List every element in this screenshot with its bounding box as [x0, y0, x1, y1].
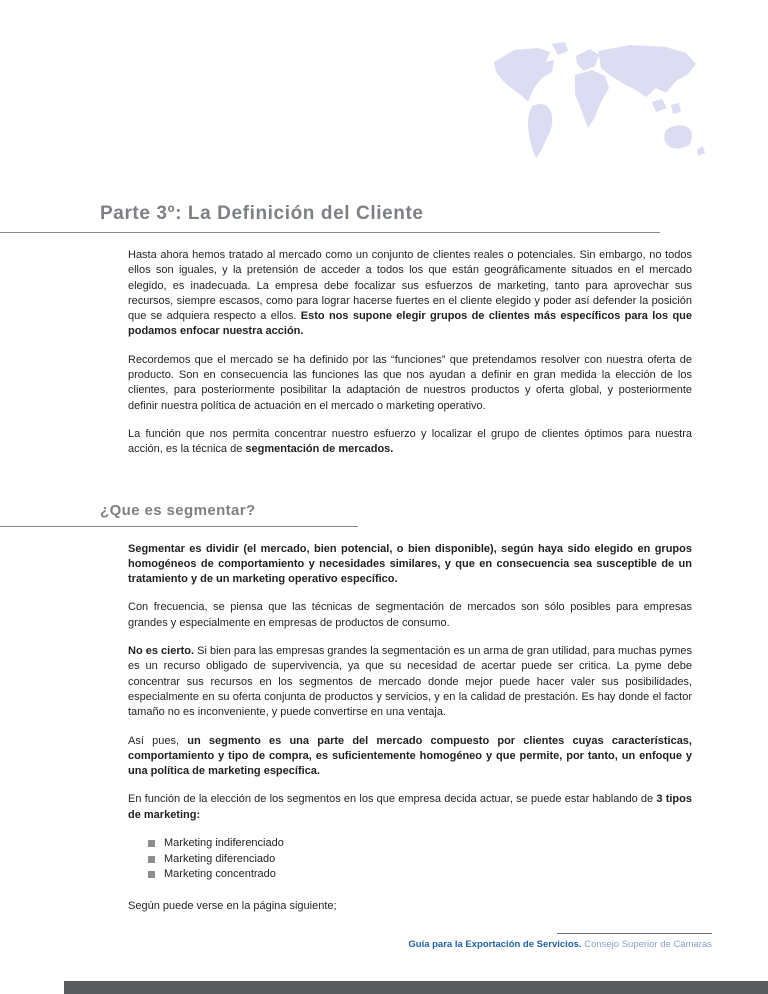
paragraph [128, 600, 692, 631]
paragraph-bold-text: un segmento es una parte del mercado compuesto por clientes cuyas características, comportamiento y tipo de compra, es suficientemente homogéneo y que permite, por tanto, un enfoque y una política de marketing específica. [128, 734, 692, 778]
section-divider [0, 232, 660, 233]
list-item-label: Marketing diferenciado [164, 852, 276, 865]
paragraph-text: Recordemos que el mercado se ha definido por las “funciones” que pretendamos resolver con nuestra oferta de producto. Son en consecuencia las funciones las que nos ayudan a definir en gran medida la elección de los clientes, para posteriormente posibilitar la adaptación de nuestros productos y oferta global, y posteriormente definir nuestra política de actuación en el mercado o marketing operativo. [128, 353, 692, 412]
list-item [148, 867, 692, 883]
page-title: Parte 3º: La Definición del Cliente [100, 203, 424, 224]
paragraph [128, 542, 692, 588]
list-item-label: Marketing concentrado [164, 868, 276, 881]
paragraph-text: Según puede verse en la página siguiente; [128, 899, 337, 912]
paragraph-bold-text: Segmentar es dividir (el mercado, bien potencial, o bien disponible), según haya sido elegido en grupos homogéneos de comportamiento y necesidades similares, y que en consecuencia sea susceptible de un tratamiento y de un marketing operativo específico. [128, 542, 692, 586]
segmentar-text-block [128, 542, 692, 914]
paragraph-text: En función de la elección de los segmentos en los que empresa decida actuar, se puede estar hablando de [128, 793, 657, 806]
paragraph [128, 427, 692, 458]
list-item [148, 852, 692, 868]
intro-text-block [128, 248, 692, 458]
paragraph [128, 734, 692, 780]
footer-guide-title: Guía para la Exportación de Servicios. [408, 939, 582, 950]
square-bullet-icon [148, 840, 155, 847]
paragraph [128, 248, 692, 340]
paragraph-text: La función que nos permita concentrar nuestro esfuerzo y localizar el grupo de clientes óptimos para nuestra acción, es la técnica de [128, 427, 692, 456]
page-content [0, 203, 768, 927]
paragraph [128, 353, 692, 414]
paragraph [128, 899, 692, 914]
list-item-label: Marketing indiferenciado [164, 837, 284, 850]
paragraph-text: Con frecuencia, se piensa que las técnicas de segmentación de mercados son sólo posibles para empresas grandes y especialmente en empresas de productos de consumo. [128, 601, 692, 629]
list-item [148, 836, 692, 852]
paragraph-text: Si bien para las empresas grandes la segmentación es un arma de gran utilidad, para muchas pymes es un recurso obligado de supervivencia, ya que su necesidad de acertar puede ser critica. La pyme debe concentrar sus recursos en los segmentos de mercado donde mejor puede hacer valer sus posibilidades, especialmente en su oferta conjunta de productos y servicios, y en la calidad de prestación. Es hay donde el factor tamaño no es inconveniente, y puede convertirse en una ventaja. [128, 645, 693, 719]
square-bullet-icon [148, 871, 155, 878]
paragraph-bold-text: No es cierto. [128, 645, 195, 658]
world-map-graphic [480, 40, 712, 172]
page-footer [408, 933, 712, 950]
paragraph-text: Hasta ahora hemos tratado al mercado como un conjunto de clientes reales o potenciales. Sin embargo, no todos ellos son iguales, y la pretensión de acceder a todos los que están geográficamente situados en el mercado elegido, es inadecuada. La empresa debe focalizar sus esfuerzos de marketing, tanto para aprovechar sus recursos, siempre escasos, como para lograr hacerse fuertes en el cliente elegido y poder así defender la posición que se adquiera respecto a ellos. [128, 249, 692, 323]
paragraph-bold-text: Esto nos supone elegir grupos de clientes más específicos para los que podamos enfocar nuestra acción. [128, 310, 693, 338]
paragraph [128, 644, 692, 720]
section-title-segmentar: ¿Que es segmentar? [100, 501, 256, 519]
footer-org-name: Consejo Superior de Cámaras [581, 939, 712, 950]
paragraph [128, 792, 692, 823]
bottom-bar [64, 981, 768, 994]
footer-text [408, 939, 712, 950]
marketing-types-list [148, 836, 692, 883]
footer-divider [557, 933, 712, 934]
paragraph-bold-text: segmentación de mercados. [245, 443, 394, 456]
paragraph-bold-text: 3 tipos de marketing: [128, 793, 692, 821]
section-divider [0, 526, 358, 527]
paragraph-text: Así pues, [128, 734, 188, 747]
square-bullet-icon [148, 856, 155, 863]
